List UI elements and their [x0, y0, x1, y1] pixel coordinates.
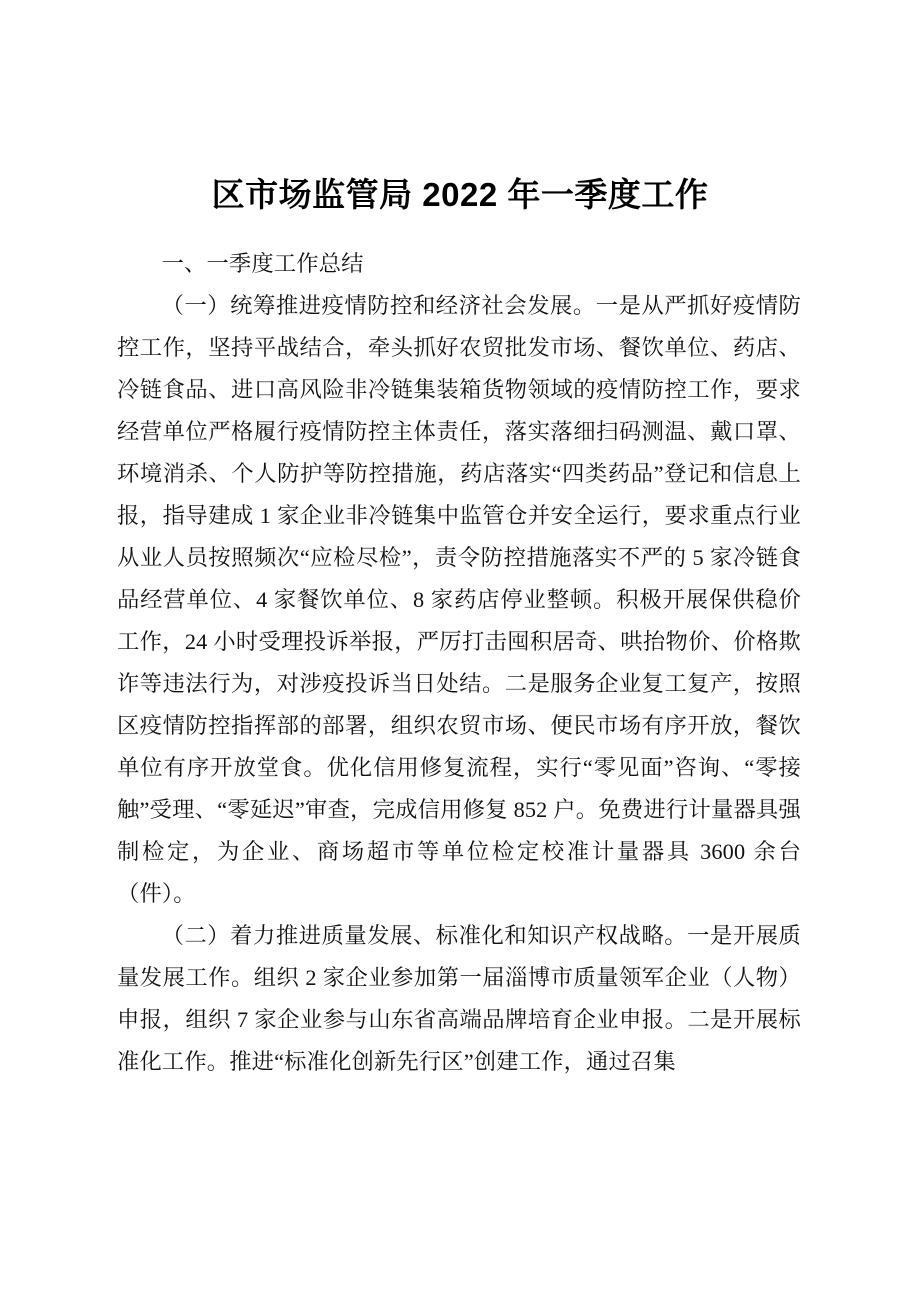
section-heading-work-summary: 一、一季度工作总结	[161, 251, 364, 276]
document-body	[117, 243, 801, 1083]
paragraph-1: （一）统筹推进疫情防控和经济社会发展。一是从严抓好疫情防控工作，坚持平战结合，牵头抓好农贸批发市场、餐饮单位、药店、冷链食品、进口高风险非冷链集装箱货物领域的疫情防控工作，要求经营单位严格履行疫情防控主体责任，落实落细扫码测温、戴口罩、环境消杀、个人防护等防控措施，药店落实“四类药品”登记和信息上报，指导建成 1 家企业非冷链集中监管仓并安全运行，要求重点行业从业人员按照频次“应检尽检”，责令防控措施落实不严的 5 家冷链食品经营单位、4 家餐饮单位、8 家药店停业整顿。积极开展保供稳价工作，24 小时受理投诉举报，严厉打击囤积居奇、哄抬物价、价格欺诈等违法行为，对涉疫投诉当日处结。二是服务企业复工复产，按照区疫情防控指挥部的部署，组织农贸市场、便民市场有序开放，餐饮单位有序开放堂食。优化信用修复流程，实行“零见面”咨询、“零接触”受理、“零延迟”审查，完成信用修复 852 户。免费进行计量器具强制检定，为企业、商场超市等单位检定校准计量器具 3600 余台（件）。	[117, 293, 801, 906]
page-title: 区市场监管局 2022 年一季度工作	[211, 176, 709, 214]
paragraph-2: （二）着力推进质量发展、标准化和知识产权战略。一是开展质量发展工作。组织 2 家企业参加第一届淄博市质量领军企业（人物）申报，组织 7 家企业参与山东省高端品牌培育企业申报。二是开展标准化工作。推进“标准化创新先行区”创建工作，通过召集	[117, 923, 801, 1074]
